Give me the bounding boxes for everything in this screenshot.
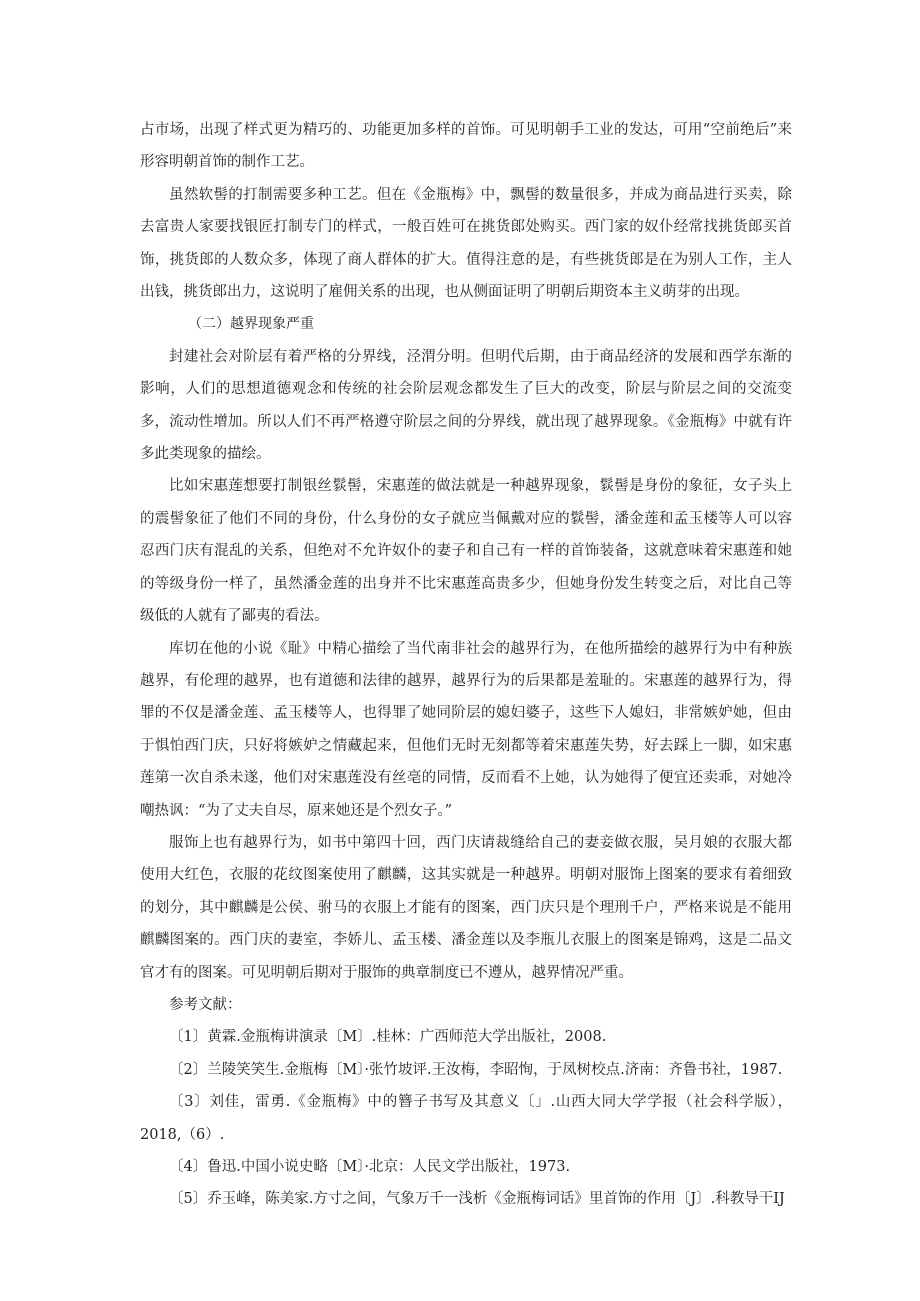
reference-item: 〔5〕乔玉峰，陈美家.方寸之间，气象万千一浅析《金瓶梅词话》里首饰的作用〔J〕.科教导干IJ xyxy=(169,1191,785,1208)
paragraph: 封建社会对阶层有着严格的分界线，泾渭分明。但明代后期，由于商品经济的发展和西学东渐的影响，人们的思想道德观念和传统的社会阶层观念都发生了巨大的改变，阶层与阶层之间的交流变多，流动性增加。所以人们不再严格遵守阶层之间的分界线，就出现了越界现象。《金瓶梅》中就有许多此类现象的描绘。 xyxy=(140,348,792,463)
reference-item: 〔3〕刘佳，雷勇.《金瓶梅》中的簪子书写及其意义〔」.山西大同大学学报（社会科学版），2018,（6）. xyxy=(140,1094,792,1143)
paragraph: 库切在他的小说《耻》中精心描绘了当代南非社会的越界行为，在他所描绘的越界行为中有种族越界，有伦理的越界，也有道德和法律的越界，越界行为的后果都是羞耻的。宋惠莲的越界行为，得罪的不仅是潘金莲、孟玉楼等人，也得罪了她同阶层的媳妇婆子，这些下人媳妇，非常嫉妒她，但由于惧怕西门庆，只好将嫉妒之情藏起来，但他们无时无刻都等着宋惠莲失势，好去踩上一脚，如宋惠莲第一次自杀未遂，他们对宋惠莲没有丝亳的同情，反而看不上她，认为她得了便宜还卖乖，对她冷嘲热讽：“为了丈夫自尽，原来她还是个烈女子。” xyxy=(140,640,792,819)
section-heading: （二）越界现象严重 xyxy=(188,316,314,333)
paragraph: 服饰上也有越界行为，如书中第四十回，西门庆请裁缝给自己的妻妾做衣服，吴月娘的衣服大都使用大红色，衣服的花纹图案使用了麒麟，这其实就是一种越界。明朝对服饰上图案的要求有着细致的划分，其中麒麟是公侯、驸马的衣服上才能有的图案，西门庆只是个理刑千户，严格来说是不能用麒麟图案的。西门庆的妻室，李娇儿、孟玉楼、潘金莲以及李瓶儿衣服上的图案是锦鸡，这是二品文官才有的图案。可见明朝后期对于服饰的典章制度已不遵从，越界情况严重。 xyxy=(140,834,792,981)
paragraph: 虽然软髻的打制需要多种工艺。但在《金瓶梅》中，飘髻的数量很多，并成为商品进行买卖，除去富贵人家要找银匠打制专门的样式，一般百姓可在挑货郎处购买。西门家的奴仆经常找挑货郎买首饰，挑货郎的人数众多，体现了商人群体的扩大。值得注意的是，有些挑货郎是在为别人工作，主人出钱，挑货郎出力，这说明了雇佣关系的出现，也从侧面证明了明朝后期资本主义萌芽的出现。 xyxy=(140,186,792,301)
document-body xyxy=(140,114,792,1216)
reference-item: 〔1〕黄霖.金瓶梅讲演录〔M〕.桂林：广西师范大学出版社，2008. xyxy=(169,1029,607,1046)
references-title: 参考文献： xyxy=(169,996,242,1013)
paragraph: 比如宋惠莲想要打制银丝䯼髻，宋惠莲的做法就是一种越界现象，䯼髻是身份的象征，女子头上的震髻象征了他们不同的身份，什么身份的女子就应当佩戴对应的䯼髻，潘金莲和孟玉楼等人可以容忍西门庆有混乱的关系，但绝对不允许奴仆的妻子和自己有一样的首饰装备，这就意味着宋惠莲和她的等级身份一样了，虽然潘金莲的出身并不比宋惠莲高贵多少，但她身份发生转变之后，对比自己等级低的人就有了鄙夷的看法。 xyxy=(140,478,792,625)
reference-item: 〔2〕兰陵笑笑生.金瓶梅〔M〕·张竹坡评.王汝梅，李昭恂，于凤树校点.济南：齐鲁书社，1987. xyxy=(169,1061,783,1078)
reference-item: 〔4〕鲁迅.中国小说史略〔M〕·北京：人民文学出版社，1973. xyxy=(169,1159,571,1175)
paragraph-continued: 占市场，出现了样式更为精巧的、功能更加多样的首饰。可见明朝手工业的发达，可用“空前绝后”来形容明朝首饰的制作工艺。 xyxy=(140,122,792,171)
